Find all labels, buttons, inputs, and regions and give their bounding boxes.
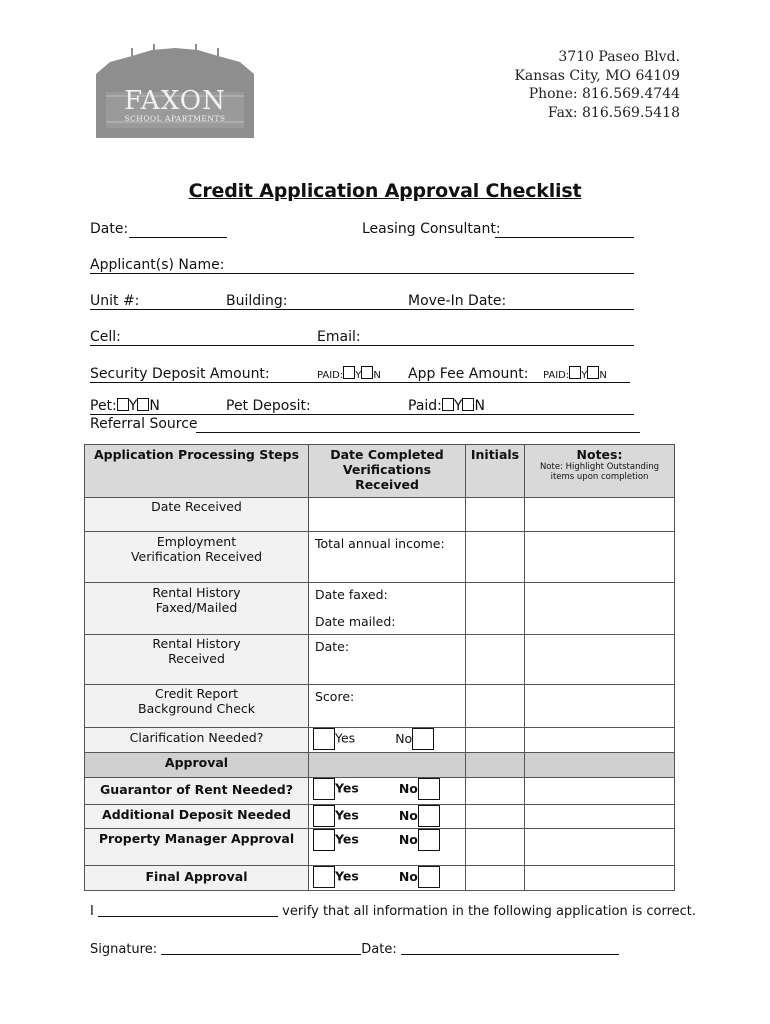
- initials-cell[interactable]: [466, 635, 525, 685]
- credit-line-2: Background Check: [138, 701, 255, 716]
- rental-faxed-line-1: Rental History: [152, 585, 241, 600]
- applicant-name-line[interactable]: [90, 273, 634, 274]
- guarantor-yes-no: [309, 778, 466, 805]
- initials-cell[interactable]: [466, 866, 525, 891]
- yes-label: Yes: [335, 831, 359, 847]
- notes-cell[interactable]: [525, 805, 675, 829]
- no-letter: N: [599, 370, 607, 381]
- date-faxed-mailed-cell[interactable]: [309, 583, 466, 635]
- no-checkbox[interactable]: [418, 829, 440, 851]
- notes-cell[interactable]: [525, 778, 675, 805]
- pm-approval-label: Property Manager Approval: [85, 829, 309, 866]
- paid-no-checkbox[interactable]: [361, 366, 373, 379]
- no-label: No: [398, 868, 418, 884]
- steps-header: Application Processing Steps: [85, 445, 309, 498]
- initials-cell[interactable]: [466, 583, 525, 635]
- yes-checkbox[interactable]: [313, 778, 335, 800]
- rental-faxed-line-2: Faxed/Mailed: [155, 600, 238, 615]
- credit-report-label: [85, 685, 309, 728]
- approval-section-row: [85, 753, 675, 778]
- paid-yes-checkbox[interactable]: [343, 366, 355, 379]
- no-label: No: [398, 807, 418, 823]
- yes-checkbox[interactable]: [313, 829, 335, 851]
- building-label: Building:: [226, 293, 288, 309]
- footer-date-label: Date:: [361, 942, 397, 957]
- signature-line[interactable]: [161, 942, 361, 955]
- yes-checkbox[interactable]: [313, 866, 335, 888]
- table-row: [85, 829, 675, 866]
- signature-label: Signature:: [90, 942, 158, 957]
- paid-label: Paid:: [408, 398, 442, 414]
- score-cell[interactable]: Score:: [309, 685, 466, 728]
- referral-source-label: Referral Source: [90, 416, 198, 432]
- rental-received-label: [85, 635, 309, 685]
- no-letter: N: [149, 398, 160, 414]
- deposit-line[interactable]: [90, 382, 630, 383]
- yes-letter: Y: [128, 398, 138, 414]
- date-received-cell[interactable]: [309, 498, 466, 532]
- pet-deposit-label: Pet Deposit:: [226, 398, 311, 414]
- notes-cell[interactable]: [525, 498, 675, 532]
- fee-paid-no-checkbox[interactable]: [587, 366, 599, 379]
- initials-cell[interactable]: [466, 805, 525, 829]
- date-received-label: Date Received: [85, 498, 309, 532]
- guarantor-label: Guarantor of Rent Needed?: [85, 778, 309, 805]
- section-cell: [525, 753, 675, 778]
- notes-cell[interactable]: [525, 829, 675, 866]
- section-cell: [466, 753, 525, 778]
- verification-statement: [90, 904, 696, 919]
- street-address: 3710 Paseo Blvd.: [558, 49, 680, 65]
- logo-tagline: SCHOOL APARTMENTS: [124, 114, 226, 123]
- clarification-yes-no: [309, 728, 466, 753]
- security-deposit-label: Security Deposit Amount:: [90, 366, 270, 382]
- unit-label: Unit #:: [90, 293, 140, 309]
- signature-row: [90, 942, 619, 957]
- date-faxed-label: Date faxed:: [315, 587, 388, 602]
- yes-label: Yes: [335, 807, 359, 823]
- paid-label: PAID:: [543, 370, 570, 381]
- additional-deposit-yes-no: [309, 805, 466, 829]
- pet-line[interactable]: [90, 414, 634, 415]
- yes-label: Yes: [335, 868, 359, 884]
- email-label: Email:: [317, 329, 361, 345]
- employment-line-1: Employment: [156, 534, 237, 549]
- unit-building-line[interactable]: [90, 309, 634, 310]
- date-label: Date:: [90, 221, 129, 237]
- initials-header: Initials: [466, 445, 525, 498]
- phone-number: Phone: 816.569.4744: [528, 86, 680, 102]
- no-label: No: [395, 730, 413, 746]
- city-state-zip: Kansas City, MO 64109: [514, 67, 680, 84]
- no-letter: N: [373, 370, 381, 381]
- pm-approval-yes-no: [309, 829, 466, 866]
- initials-cell[interactable]: [466, 829, 525, 866]
- initials-cell[interactable]: [466, 532, 525, 583]
- fax-number: Fax: 816.569.5418: [547, 104, 680, 121]
- no-letter: N: [474, 398, 485, 414]
- yes-checkbox[interactable]: [313, 805, 335, 827]
- security-paid-group: [317, 366, 381, 382]
- leasing-consultant-line[interactable]: [495, 237, 634, 238]
- date-line[interactable]: [129, 237, 227, 238]
- notes-cell[interactable]: [525, 866, 675, 891]
- cell-label: Cell:: [90, 329, 121, 345]
- applicant-name-label: Applicant(s) Name:: [90, 257, 225, 273]
- additional-deposit-label: Additional Deposit Needed: [85, 805, 309, 829]
- app-fee-label: App Fee Amount:: [408, 366, 529, 382]
- yes-checkbox[interactable]: [313, 728, 335, 750]
- table-row: [85, 778, 675, 805]
- final-approval-label: Final Approval: [85, 866, 309, 891]
- table-row: [85, 728, 675, 753]
- initials-cell[interactable]: [466, 778, 525, 805]
- verify-suffix: verify that all information in the following application is correct.: [282, 904, 696, 919]
- final-approval-yes-no: [309, 866, 466, 891]
- notes-header-hint: Note: Highlight Outstanding items upon completion: [539, 462, 660, 482]
- no-checkbox[interactable]: [418, 866, 440, 888]
- yes-letter: Y: [453, 398, 463, 414]
- fee-paid-yes-checkbox[interactable]: [569, 366, 581, 379]
- no-checkbox[interactable]: [412, 728, 434, 750]
- pet-label: Pet:: [90, 398, 117, 414]
- rental-received-line-2: Received: [168, 651, 225, 666]
- employment-line-2: Verification Received: [130, 549, 263, 564]
- table-row: [85, 635, 675, 685]
- notes-cell[interactable]: [525, 635, 675, 685]
- initials-cell[interactable]: [466, 728, 525, 753]
- notes-cell[interactable]: [525, 685, 675, 728]
- no-checkbox[interactable]: [418, 805, 440, 827]
- notes-cell[interactable]: [525, 728, 675, 753]
- yes-label: Yes: [335, 780, 359, 796]
- pet-paid-group: [408, 398, 485, 414]
- cell-email-line[interactable]: [90, 345, 634, 346]
- credit-line-1: Credit Report: [154, 686, 238, 701]
- table-row: [85, 805, 675, 829]
- initials-cell[interactable]: [466, 685, 525, 728]
- rental-faxed-label: [85, 583, 309, 635]
- no-checkbox[interactable]: [418, 778, 440, 800]
- notes-header-title: Notes:: [576, 447, 623, 462]
- table-row: [85, 583, 675, 635]
- table-row: [85, 685, 675, 728]
- initials-cell[interactable]: [466, 498, 525, 532]
- footer-date-line[interactable]: [401, 942, 619, 955]
- yes-label: Yes: [335, 730, 356, 746]
- date-completed-header: Date Completed Verifications Received: [309, 445, 466, 498]
- verify-prefix: I: [90, 904, 94, 919]
- checklist-table: [84, 444, 675, 891]
- total-income-cell[interactable]: Total annual income:: [309, 532, 466, 583]
- paid-label: PAID:: [317, 370, 344, 381]
- pet-paid-yes-checkbox[interactable]: [442, 398, 454, 411]
- pet-yes-checkbox[interactable]: [117, 398, 129, 411]
- table-row: [85, 498, 675, 532]
- faxon-logo: [92, 44, 258, 140]
- notes-header: [525, 445, 675, 498]
- logo-name: FAXON: [124, 86, 226, 116]
- move-in-label: Move-In Date:: [408, 293, 507, 309]
- rental-received-date-cell[interactable]: Date:: [309, 635, 466, 685]
- no-label: No: [398, 831, 418, 847]
- address-block: [514, 48, 680, 122]
- table-header-row: [85, 445, 675, 498]
- yes-letter: Y: [355, 370, 362, 381]
- notes-cell[interactable]: [525, 583, 675, 635]
- leasing-consultant-label: Leasing Consultant:: [362, 221, 501, 237]
- app-fee-paid-group: [543, 366, 607, 382]
- date-mailed-label: Date mailed:: [315, 614, 396, 629]
- approval-section-label: Approval: [85, 753, 309, 778]
- clarification-label: Clarification Needed?: [85, 728, 309, 753]
- notes-cell[interactable]: [525, 532, 675, 583]
- pet-group: [90, 398, 160, 414]
- table-row: [85, 532, 675, 583]
- yes-letter: Y: [581, 370, 588, 381]
- pet-paid-no-checkbox[interactable]: [462, 398, 474, 411]
- no-label: No: [398, 780, 418, 796]
- table-row: [85, 866, 675, 891]
- document-title: Credit Application Approval Checklist: [188, 180, 582, 202]
- pet-no-checkbox[interactable]: [137, 398, 149, 411]
- rental-received-line-1: Rental History: [152, 636, 241, 651]
- employment-label: [85, 532, 309, 583]
- verify-name-line[interactable]: [98, 904, 278, 917]
- referral-source-line[interactable]: [196, 432, 640, 433]
- section-cell: [309, 753, 466, 778]
